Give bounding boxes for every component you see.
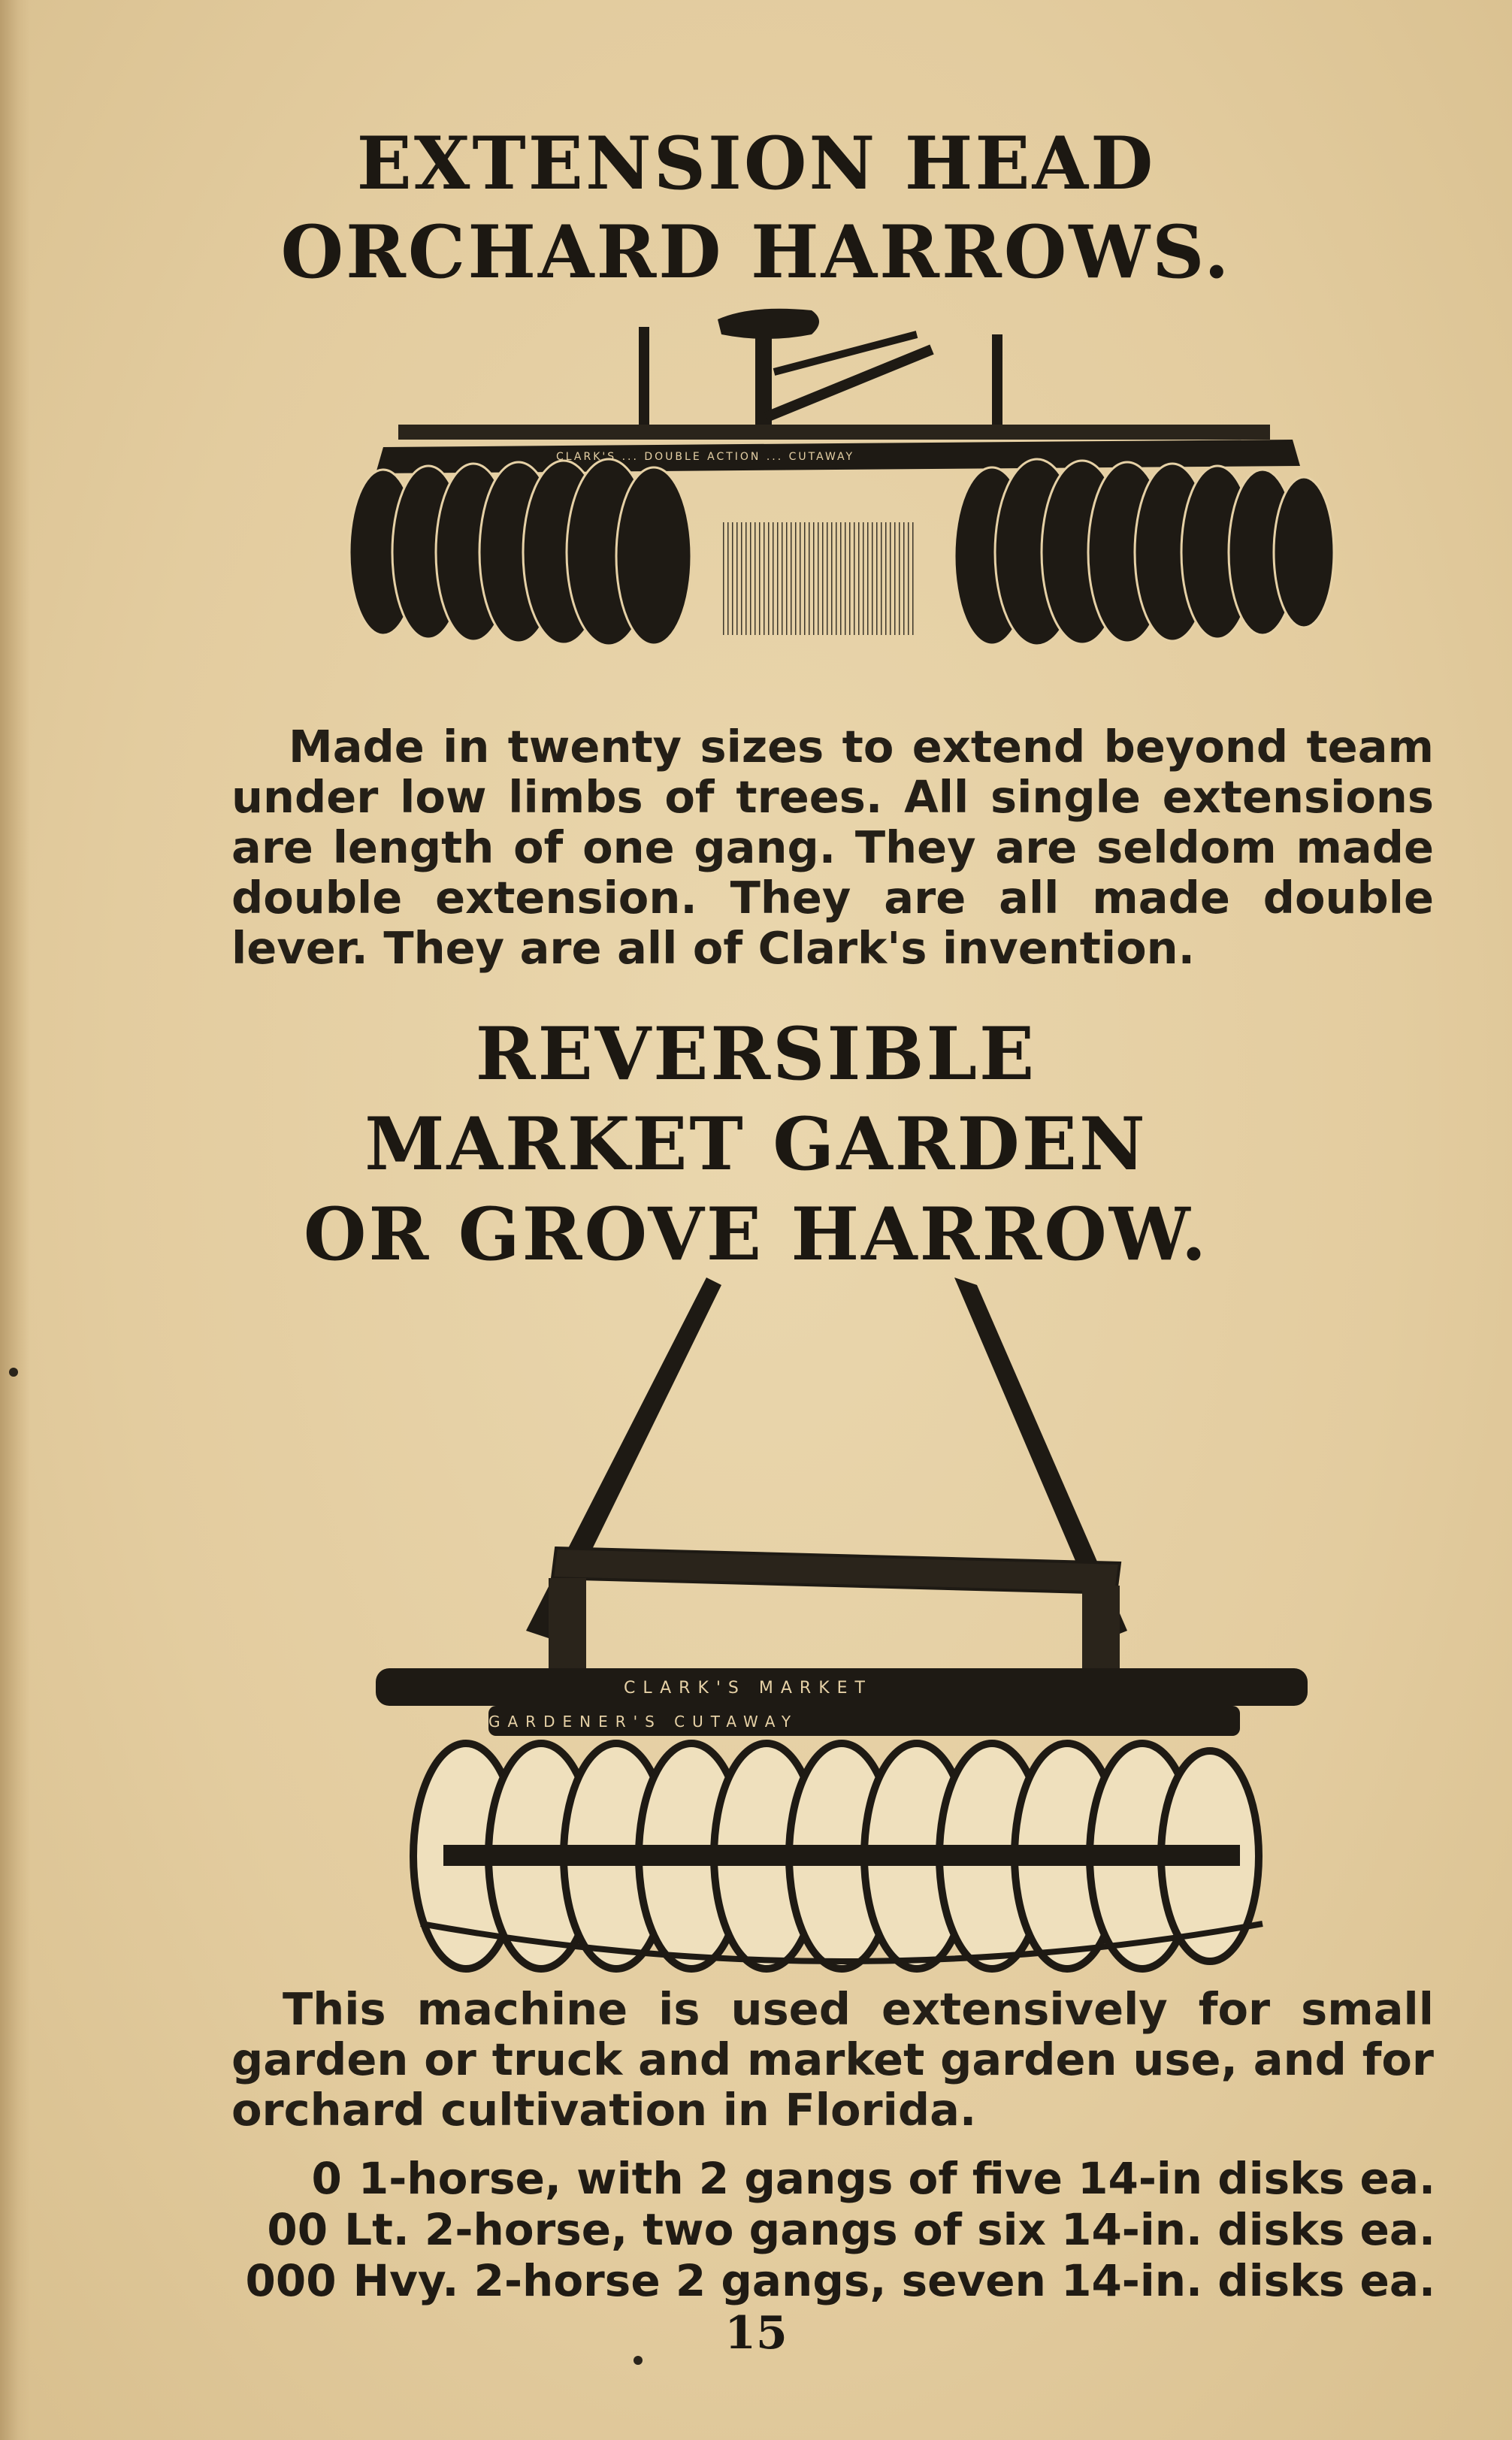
section-one-title bbox=[0, 121, 1512, 295]
size-code: 00 bbox=[267, 2204, 328, 2255]
section-two-title-line3: OR GROVE HARROW. bbox=[303, 1192, 1209, 1277]
size-text: Lt. 2-horse, two gangs of six 14-in. disks ea. bbox=[344, 2204, 1435, 2255]
size-code: 000 bbox=[245, 2255, 337, 2306]
extension-head-orchard-harrow-illustration bbox=[331, 304, 1353, 695]
section-one-title-line1: EXTENSION HEAD bbox=[356, 121, 1156, 206]
illustration-two-beam-text-top: CLARK'S MARKET bbox=[624, 1679, 872, 1698]
section-two-description: This machine is used extensively for small garden or truck and market garden use, and for orchard cultivation in Florida. bbox=[231, 1983, 1434, 2136]
size-row bbox=[218, 2255, 1435, 2306]
size-code: 0 bbox=[311, 2153, 342, 2204]
ink-speck bbox=[634, 2356, 643, 2365]
page-number: 15 bbox=[724, 2307, 788, 2360]
illustration-two-beam-text-bottom: GARDENER'S CUTAWAY bbox=[488, 1713, 799, 1731]
market-garden-harrow-illustration bbox=[376, 1277, 1308, 1984]
illustration-one-beam-text: CLARK'S ... DOUBLE ACTION ... CUTAWAY bbox=[556, 451, 855, 463]
size-text: Hvy. 2-horse 2 gangs, seven 14-in. disks ea. bbox=[352, 2255, 1435, 2306]
section-two-title-line2: MARKET GARDEN bbox=[364, 1102, 1148, 1187]
size-text: 1-horse, with 2 gangs of five 14-in disks ea. bbox=[358, 2153, 1435, 2204]
size-row bbox=[218, 2204, 1435, 2255]
section-one-title-line2: ORCHARD HARROWS. bbox=[280, 210, 1232, 295]
size-list bbox=[218, 2153, 1435, 2306]
section-two-title-line1: REVERSIBLE bbox=[475, 1011, 1037, 1096]
section-one-description: Made in twenty sizes to extend beyond team under low limbs of trees. All single extensions are length of one gang. They are seldom made double extension. They are all made double lever. They are all of Clark's invention. bbox=[231, 721, 1434, 974]
size-row bbox=[218, 2153, 1435, 2204]
margin-speck bbox=[9, 1368, 18, 1377]
section-two-title bbox=[0, 1011, 1512, 1277]
